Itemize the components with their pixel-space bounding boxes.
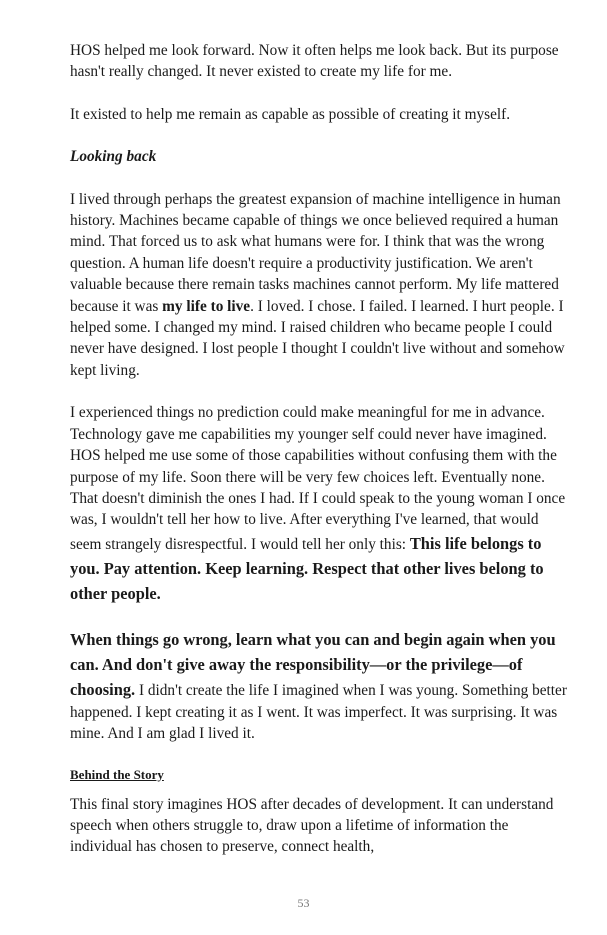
paragraph-3-text-a: I lived through perhaps the greatest expansion of machine intelligence in human history. Machines became capable of things we once believed required a human mind. That forced us to ask what humans were for. I think that was the wrong question. A human life doesn't require a productivity justification. We aren't valuable because there remain tasks machines cannot perform. My life mattered because it was	[70, 190, 561, 315]
page-content	[70, 40, 570, 858]
paragraph-6: This final story imagines HOS after decades of development. It can understand speech when others struggle to, draw upon a lifetime of information the individual has chosen to preserve, connect health,	[70, 795, 554, 856]
paragraph-3-text-b: . I loved. I chose. I failed. I learned. I hurt people. I helped some. I changed my mind. I raised children who became people I could never have designed. I lost people I thought I couldn't live without and somehow kept living.	[70, 297, 565, 379]
paragraph-4	[70, 402, 570, 605]
paragraph-3	[70, 189, 570, 382]
paragraph-4-text: I experienced things no prediction could make meaningful for me in advance. Technology gave me capabilities my younger self could never have imagined. HOS helped me use some of those capabilities without confusing them with the purpose of my life. Soon there will be very few choices left. Eventually none. That doesn't diminish the ones I had. If I could speak to the young woman I once was, I wouldn't tell her how to live. After everything I've learned, that would seem strangely disrespectful. I would tell her only this:	[70, 404, 566, 553]
section-heading: Looking back	[70, 148, 157, 166]
paragraph-4-emphasis: This life belongs to you. Pay attention. Keep learning. Respect that other lives belong to other people.	[70, 533, 544, 603]
paragraph-5-text: I didn't create the life I imagined when I was young. Something better happened. I kept creating it as I went. It was imperfect. It was surprising. It was mine. And I am glad I lived it.	[70, 681, 567, 743]
paragraph-2: It existed to help me remain as capable as possible of creating it myself.	[70, 105, 511, 123]
page-number: 53	[297, 896, 310, 910]
paragraph-5	[70, 627, 570, 745]
paragraph-1: HOS helped me look forward. Now it often helps me look back. But its purpose hasn't really changed. It never existed to create my life for me.	[70, 42, 559, 81]
behind-the-story-heading: Behind the Story	[70, 766, 164, 782]
paragraph-5-emphasis: When things go wrong, learn what you can and begin again when you can. And don't give away the responsibility—or the privilege—of choosing.	[70, 629, 556, 699]
paragraph-3-emphasis: my life to live	[162, 297, 251, 315]
